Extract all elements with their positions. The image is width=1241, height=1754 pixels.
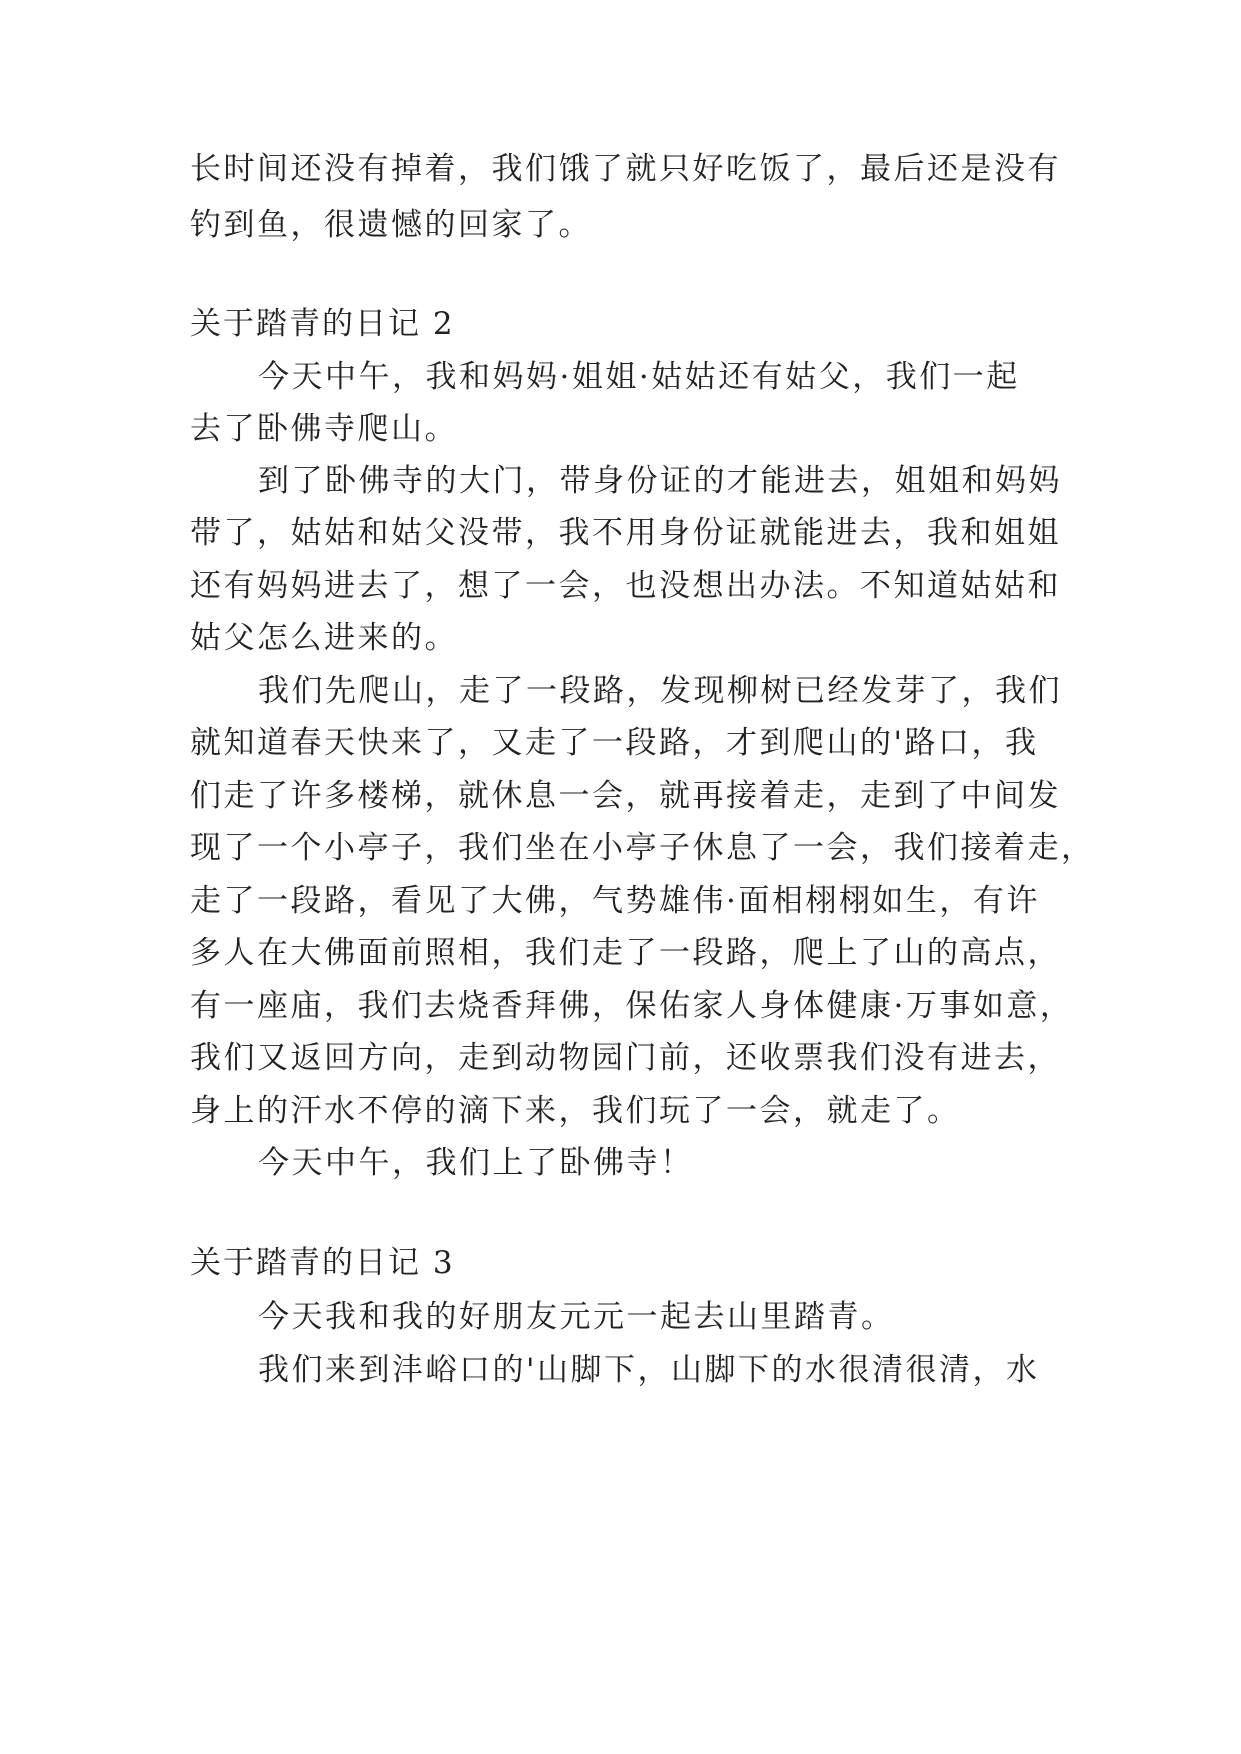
text-line: 钓到鱼，很遗憾的回家了。 [190, 207, 592, 243]
text-line: 长时间还没有掉着，我们饿了就只好吃饭了，最后还是没有 [190, 151, 1061, 187]
section-heading: 关于踏青的日记 3 [190, 1245, 455, 1281]
text-line: 身上的汗水不停的滴下来，我们玩了一会，就走了。 [190, 1093, 961, 1129]
text-line: 就知道春天快来了，又走了一段路，才到爬山的'路口，我 [190, 725, 1039, 761]
text-line: 们走了许多楼梯，就休息一会，就再接着走，走到了中间发 [190, 778, 1061, 814]
text-line: 今天我和我的好朋友元元一起去山里踏青。 [258, 1299, 895, 1335]
text-line: 还有妈妈进去了，想了一会，也没想出办法。不知道姑姑和 [190, 568, 1061, 604]
text-line: 我们先爬山，走了一段路，发现柳树已经发芽了，我们 [258, 673, 1062, 709]
text-line: 到了卧佛寺的大门，带身份证的才能进去，姐姐和妈妈 [258, 463, 1062, 499]
text-line: 多人在大佛面前照相，我们走了一段路，爬上了山的高点， [190, 935, 1061, 971]
text-line: 今天中午，我们上了卧佛寺！ [258, 1145, 694, 1181]
text-line: 有一座庙，我们去烧香拜佛，保佑家人身体健康·万事如意， [190, 988, 1074, 1024]
text-line: 今天中午，我和妈妈·姐姐·姑姑还有姑父，我们一起 [258, 359, 1020, 395]
text-line: 我们又返回方向，走到动物园门前，还收票我们没有进去， [190, 1040, 1061, 1076]
text-line: 我们来到沣峪口的'山脚下，山脚下的水很清很清，水 [258, 1352, 1040, 1388]
text-line: 去了卧佛寺爬山。 [190, 411, 458, 447]
text-line: 现了一个小亭子，我们坐在小亭子休息了一会，我们接着走， [190, 830, 1095, 866]
section-heading: 关于踏青的日记 2 [190, 306, 455, 342]
text-line: 走了一段路，看见了大佛，气势雄伟·面相栩栩如生，有许 [190, 883, 1040, 919]
text-line: 带了，姑姑和姑父没带，我不用身份证就能进去，我和姐姐 [190, 515, 1061, 551]
text-line: 姑父怎么进来的。 [190, 620, 458, 656]
